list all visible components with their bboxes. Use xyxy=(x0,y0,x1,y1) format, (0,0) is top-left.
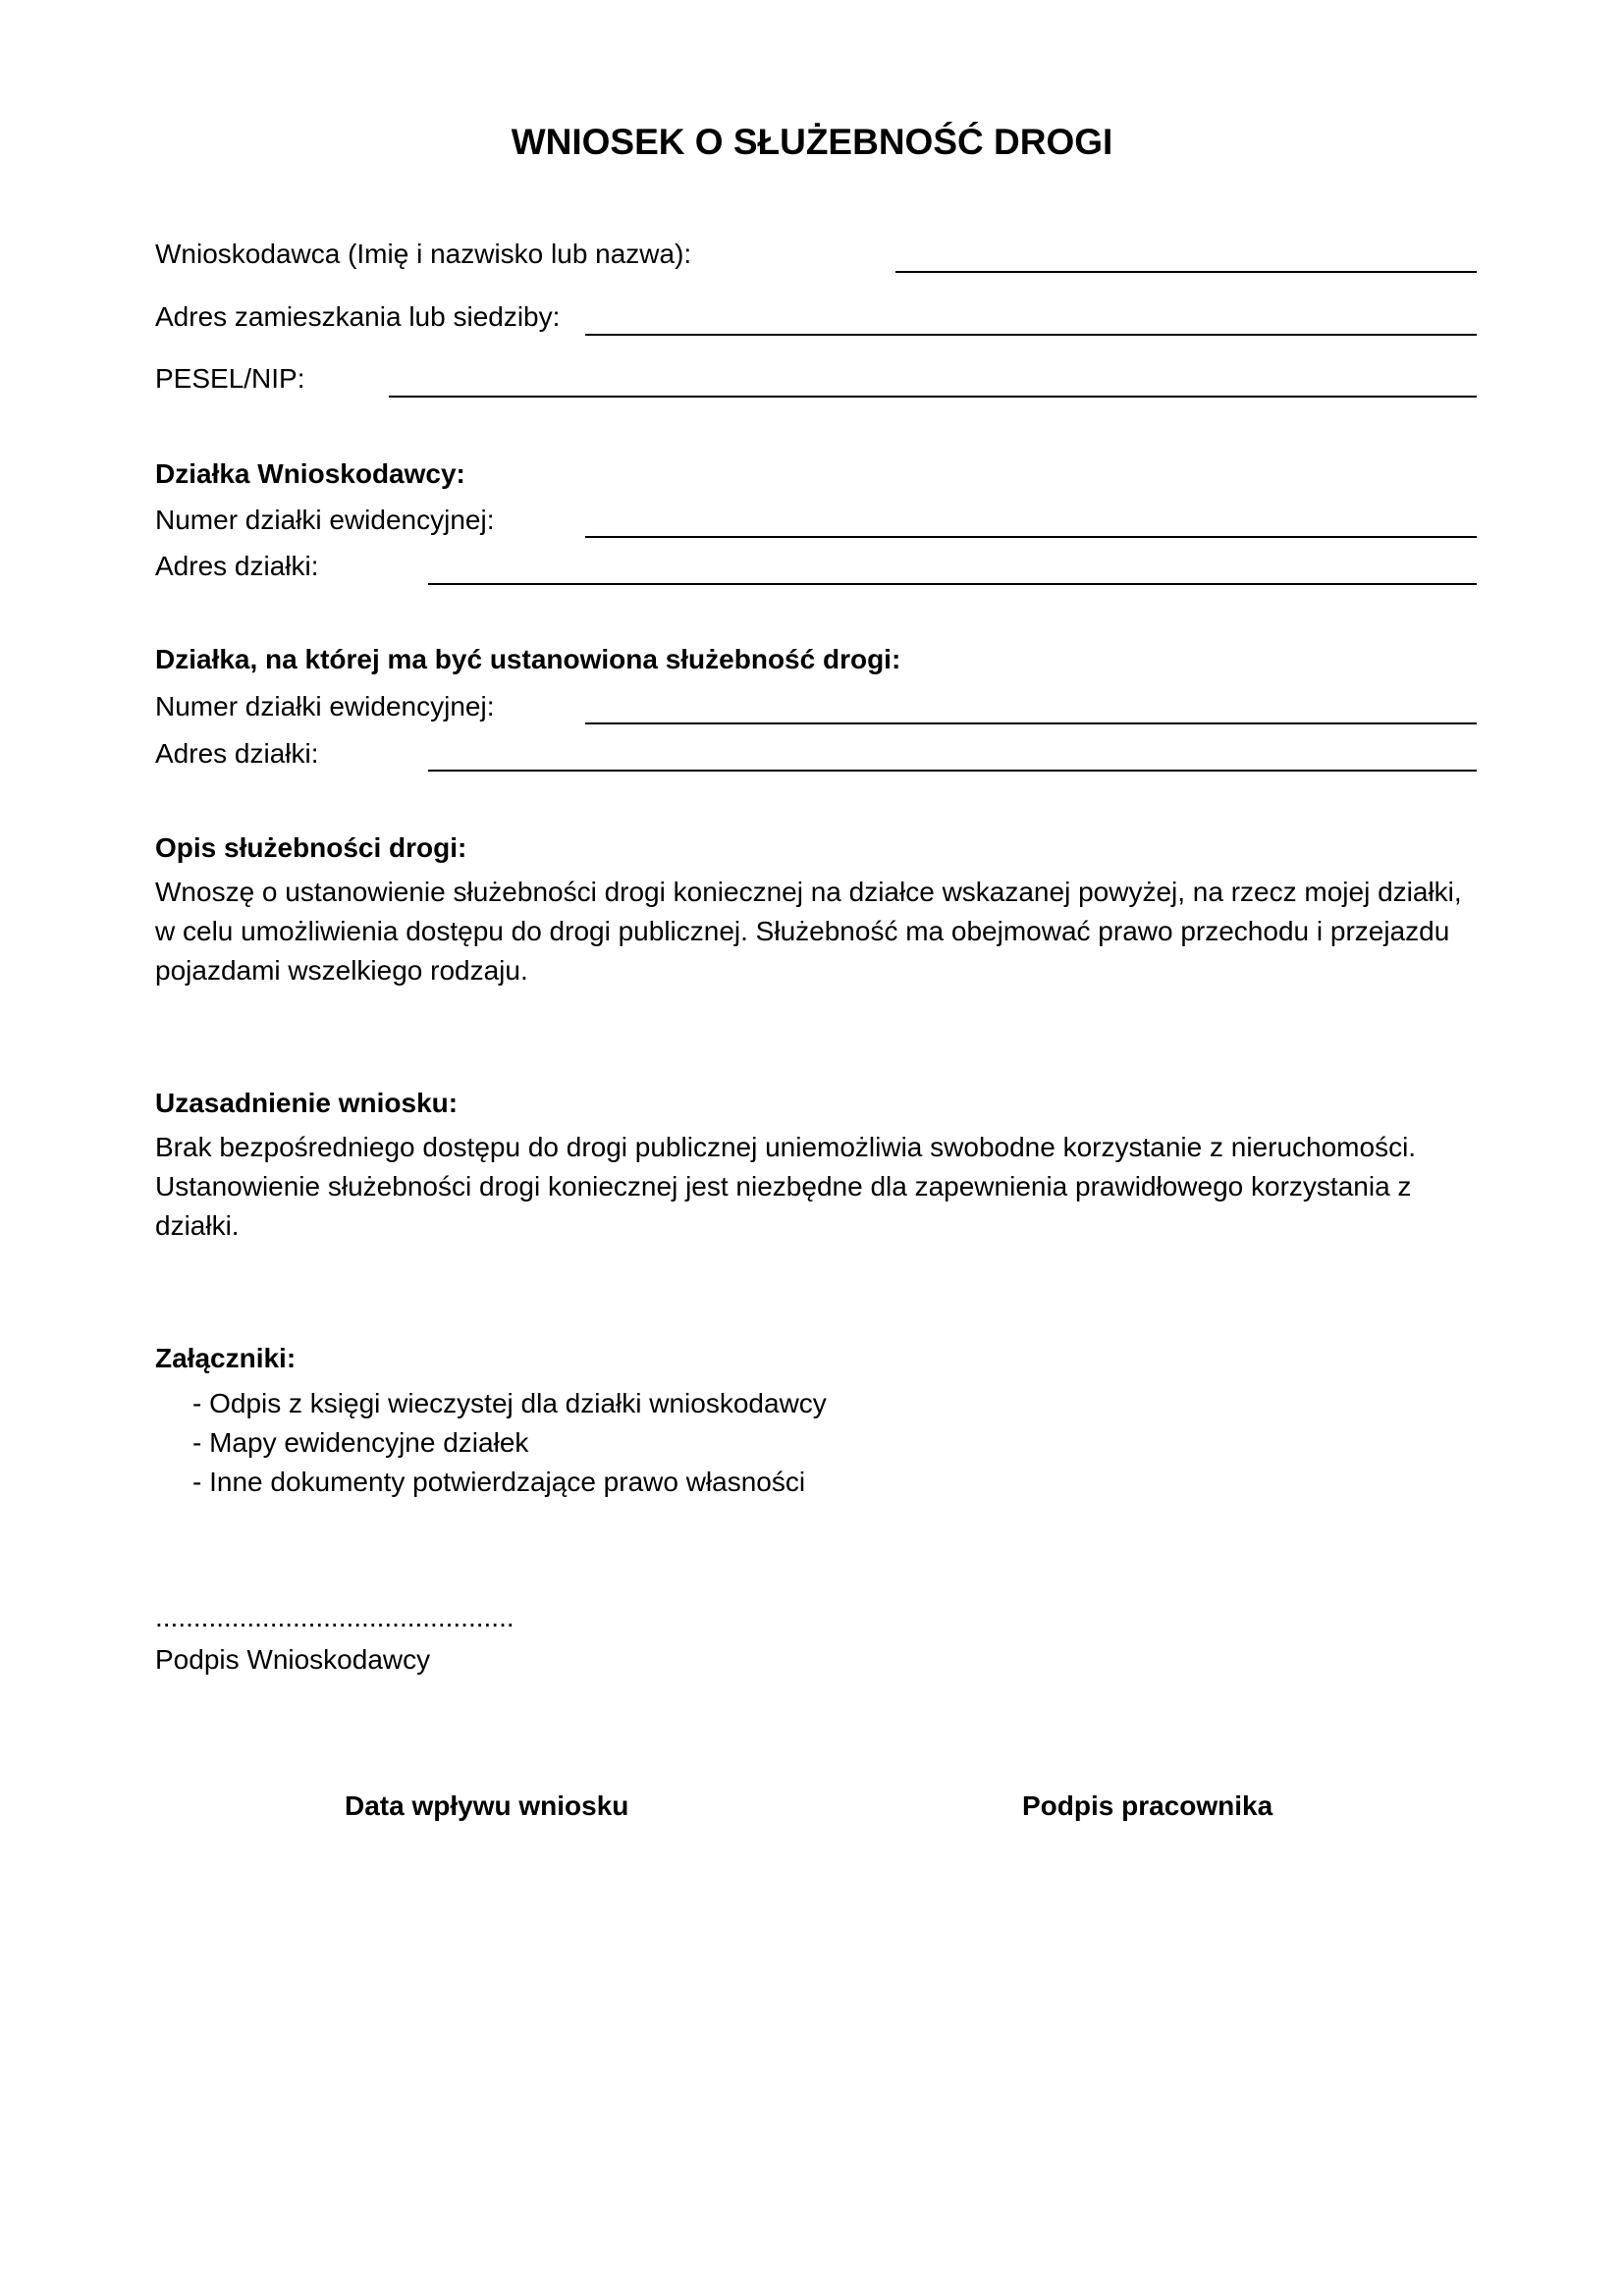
applicant-plot-address-label: Adres działki: xyxy=(155,551,319,581)
attachments-list xyxy=(192,1384,827,1502)
signature-label: Podpis Wnioskodawcy xyxy=(155,1644,431,1675)
attachment-item: - Mapy ewidencyjne działek xyxy=(192,1427,529,1458)
applicant-plot-heading: Działka Wnioskodawcy: xyxy=(155,458,465,489)
justification-heading: Uzasadnienie wniosku: xyxy=(155,1088,459,1118)
employee-signature-label: Podpis pracownika xyxy=(1022,1790,1273,1821)
signature-dots[interactable]: ............................................... xyxy=(155,1602,514,1632)
attachment-item: - Inne dokumenty potwierdzające prawo własności xyxy=(192,1467,806,1497)
applicant-plot-address-field[interactable] xyxy=(428,583,1477,585)
attachments-heading: Załączniki: xyxy=(155,1343,297,1373)
applicant-address-label: Adres zamieszkania lub siedziby: xyxy=(155,301,561,332)
applicant-name-label: Wnioskodawca (Imię i nazwisko lub nazwa): xyxy=(155,239,692,269)
description-text: Wnoszę o ustanowienie służebności drogi koniecznej na działce wskazanej powyżej, na rzecz mojej działki, w celu umożliwienia dostępu do drogi publicznej. Służebność ma obejmować prawo przechodu i przejazdu pojazdami wszelkiego rodzaju. xyxy=(155,877,1462,986)
servient-plot-number-field[interactable] xyxy=(585,722,1477,724)
justification-text: Brak bezpośredniego dostępu do drogi publicznej uniemożliwia swobodne korzystanie z nieruchomości. Ustanowienie służebności drogi koniecznej jest niezbędne dla zapewnienia prawidłowego korzystania z działki. xyxy=(155,1132,1417,1241)
servient-plot-number-label: Numer działki ewidencyjnej: xyxy=(155,691,495,721)
applicant-name-field[interactable] xyxy=(895,271,1477,273)
description-heading: Opis służebności drogi: xyxy=(155,832,467,863)
servient-plot-address-label: Adres działki: xyxy=(155,738,319,769)
attachment-item: - Odpis z księgi wieczystej dla działki wnioskodawcy xyxy=(192,1388,827,1418)
pesel-nip-field[interactable] xyxy=(389,396,1477,398)
pesel-nip-label: PESEL/NIP: xyxy=(155,363,305,394)
servient-plot-heading: Działka, na której ma być ustanowiona służebność drogi: xyxy=(155,644,901,674)
receipt-date-label: Data wpływu wniosku xyxy=(345,1790,629,1821)
document-title: WNIOSEK O SŁUŻEBNOŚĆ DROGI xyxy=(511,122,1113,162)
applicant-plot-number-field[interactable] xyxy=(585,536,1477,538)
servient-plot-address-field[interactable] xyxy=(428,770,1477,772)
applicant-plot-number-label: Numer działki ewidencyjnej: xyxy=(155,505,495,535)
applicant-address-field[interactable] xyxy=(585,334,1477,336)
